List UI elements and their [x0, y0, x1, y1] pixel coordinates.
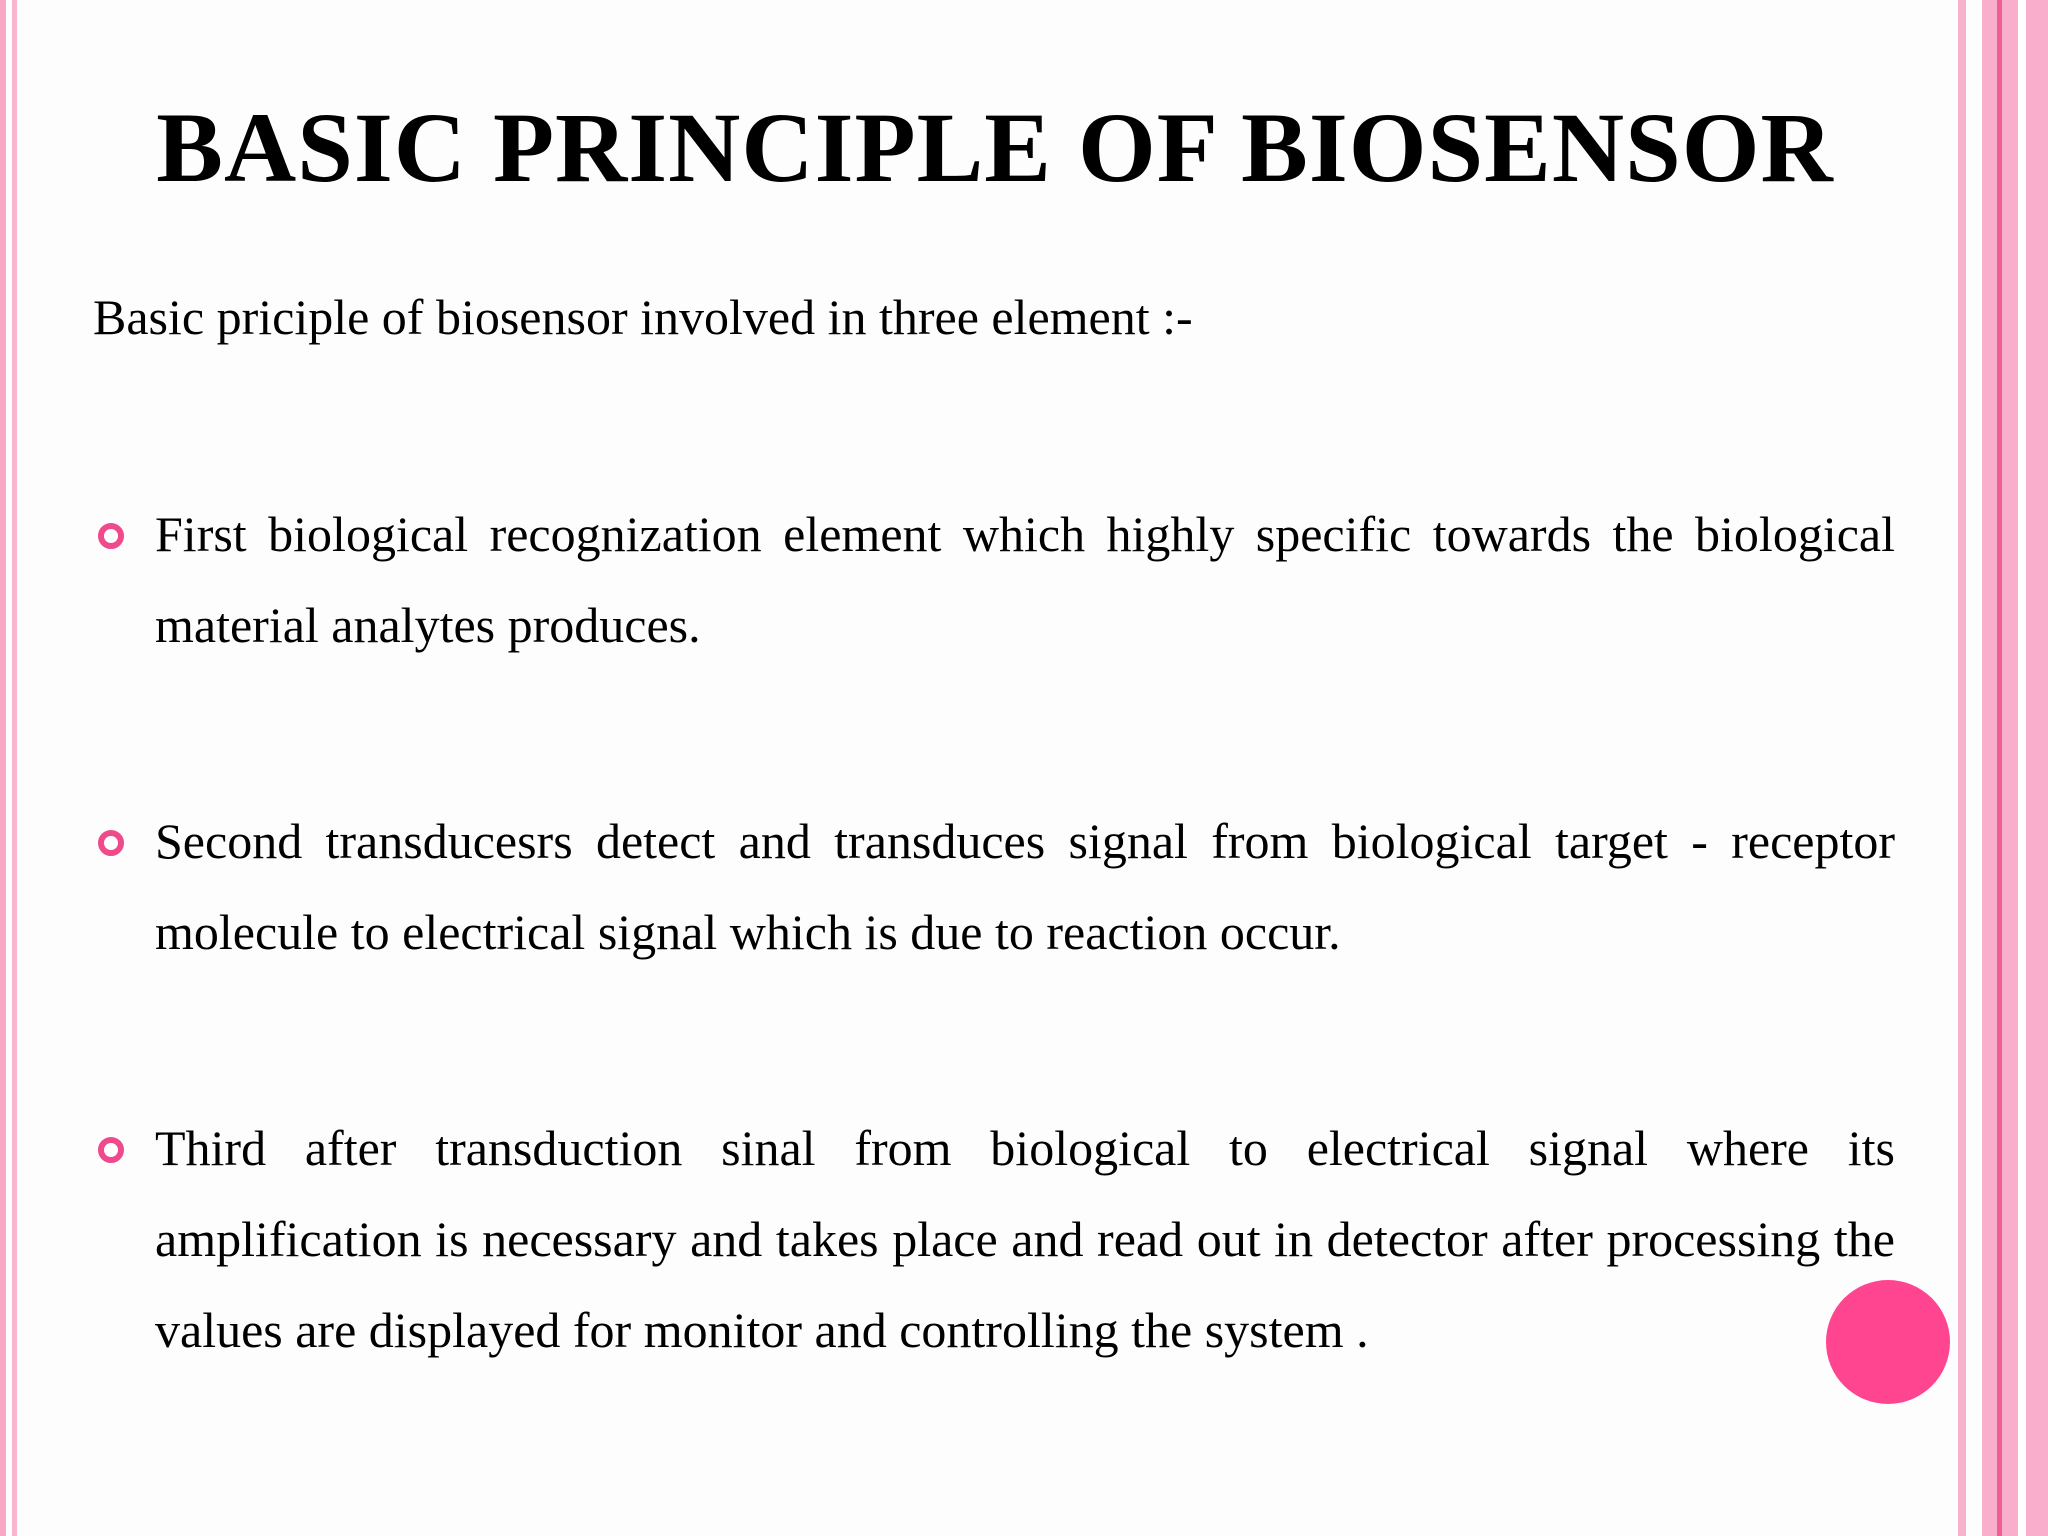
left-border-stripe: [0, 0, 6, 1536]
bullet-circle-icon: [98, 523, 124, 549]
right-border-accent-line: [1997, 0, 2002, 1536]
bullet-item-third: Third after transduction sinal from biological to electrical signal where its amplification is necessary and takes place and read out in detector after processing the values are displayed for monitor and controlling the system .: [155, 1120, 1895, 1358]
bullet-item-first: First biological recognization element which highly specific towards the biological material analytes produces.: [155, 506, 1895, 653]
right-border-outer-band: [2026, 0, 2048, 1536]
right-border-stripe-thin: [1958, 0, 1966, 1536]
intro-text: Basic priciple of biosensor involved in three element :-: [93, 289, 1193, 345]
left-border-stripe-inner: [12, 0, 17, 1536]
bullet-item-second: Second transducesrs detect and transduces signal from biological target - receptor molecule to electrical signal which is due to reaction occur.: [155, 813, 1895, 960]
bullet-circle-icon: [98, 1137, 124, 1163]
pink-dot-decoration-icon: [1826, 1280, 1950, 1404]
bullet-circle-icon: [98, 830, 124, 856]
slide-title: BASIC PRINCIPLE OF BIOSENSOR: [156, 92, 1834, 203]
